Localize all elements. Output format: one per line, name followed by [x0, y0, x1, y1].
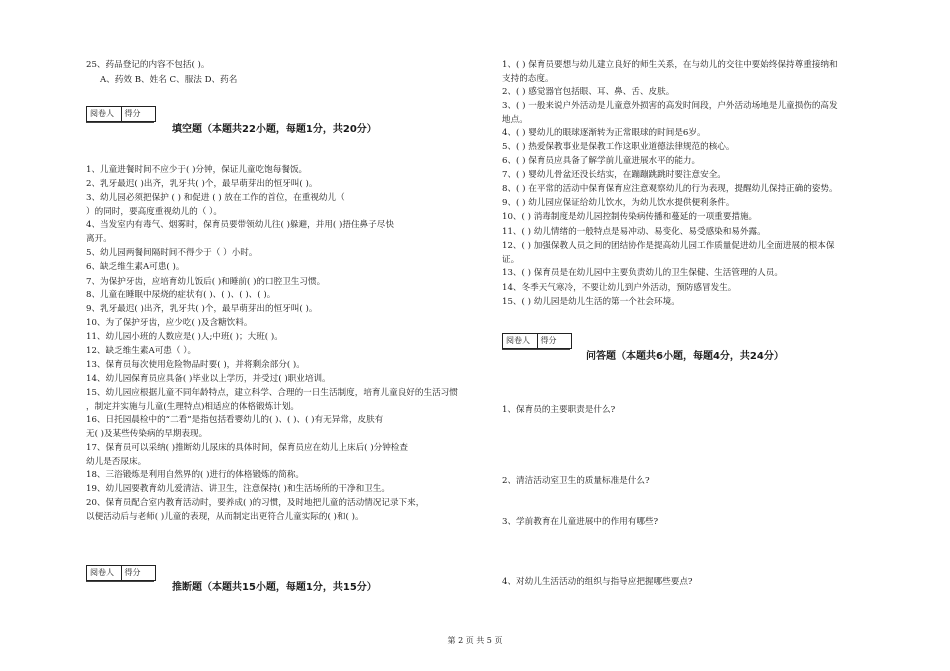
score-box-qa	[502, 333, 572, 349]
judge-question-9: 9、( ) 幼儿园应保证给幼儿饮水，为幼儿饮水提供便利条件。	[502, 198, 735, 208]
fill-question-8: 8、儿童在睡眠中尿烧的症状有( )、( )、( )、( )。	[86, 290, 276, 300]
judge-question-11: 11、( ) 幼儿情绪的一般特点是易冲动、易变化、易受感染和易外露。	[502, 227, 766, 237]
judge-question-14: 14、冬季天气寒冷，不要让幼儿到户外活动，预防感冒发生。	[502, 283, 737, 293]
score-box-divider	[86, 122, 154, 123]
judge-question-13: 13、( ) 保育员是在幼儿园中主要负责幼儿的卫生保健、生活管理的人员。	[502, 268, 783, 278]
judge-question-3-cont: 地点。	[502, 114, 528, 125]
fill-question-19: 19、幼儿园要教育幼儿爱清洁、讲卫生，注意保持( )和生活场所的干净和卫生。	[86, 484, 390, 494]
fill-question-4-cont: 离开。	[86, 233, 112, 244]
fill-section-title: 填空题（本题共22小题，每题1分，共20分）	[172, 124, 377, 135]
fill-question-1: 1、儿童进餐时间不应少于( )分钟，保证儿童吃饱每餐饭。	[86, 165, 308, 175]
fill-question-6: 6、缺乏维生素A可患( )。	[86, 262, 185, 272]
score-label: 得分	[124, 568, 141, 577]
fill-question-11: 11、幼儿园小班的人数应是( )人;中班( )；大班( )。	[86, 332, 283, 342]
judge-question-2: 2、( ) 感觉器官包括眼、耳、鼻、舌、皮肤。	[502, 87, 675, 97]
fill-question-2: 2、乳牙最迟( )出齐，乳牙共( )个，最早萌芽出的恒牙叫( )。	[86, 179, 318, 189]
score-box-divider	[502, 349, 570, 350]
fill-question-3: 3、幼儿园必须把保护 ( ) 和促进 ( ) 放在工作的首位，在重视幼儿（	[86, 193, 345, 203]
judge-question-7: 7、( ) 婴幼儿骨盆还没长结实，在蹦蹦跳跳时要注意安全。	[502, 170, 726, 180]
fill-question-9: 9、乳牙最迟( )出齐，乳牙共( )个，最早萌芽出的恒牙叫( )。	[86, 304, 318, 314]
judge-question-1: 1、( ) 保育员要想与幼儿建立良好的师生关系，在与幼儿的交往中要始终保持尊重接纳和	[502, 60, 838, 70]
qa-question-2: 2、清洁活动室卫生的质量标准是什么?	[502, 476, 650, 486]
judge-question-6: 6、( ) 保育员应具备了解学前儿童进展水平的能力。	[502, 156, 701, 166]
judge-question-3: 3、( ) 一般来说户外活动是儿童意外损害的高发时间段，户外活动场地是儿童损伤的高发	[502, 101, 838, 111]
fill-question-16-cont: 无( )及某些传染病的早期表现。	[86, 428, 208, 439]
grader-label: 阅卷人	[87, 566, 122, 580]
score-label: 得分	[540, 336, 557, 345]
judge-question-5: 5、( ) 热爱保教事业是保教工作这职业道德法律规范的核心。	[502, 142, 735, 152]
fill-question-3-cont: ）的同时，要高度重视幼儿的（ ）。	[86, 206, 222, 217]
judge-question-1-cont: 支持的态度。	[502, 73, 554, 84]
fill-question-20: 20、保育员配合室内教育活动时，要养成( )的习惯，及时地把儿童的活动情况记录下来，	[86, 498, 425, 508]
question-25-stem: 25、药品登记的内容不包括( )。	[86, 60, 210, 70]
fill-question-17: 17、保育员可以采纳( )推断幼儿尿床的具体时间，保育员应在幼儿上床后( )分钟检查	[86, 443, 408, 453]
fill-question-16: 16、日托园晨检中的“二看”是指包括看婴幼儿的( )、( )、( )有无异常，皮肤有	[86, 415, 384, 425]
judge-question-8: 8、( ) 在平常的活动中保育保育应注意观察幼儿的行为表现，提醒幼儿保持正确的姿势。	[502, 184, 838, 194]
score-box-judge	[86, 565, 156, 581]
qa-question-1: 1、保育员的主要职责是什么?	[502, 405, 616, 415]
judge-question-12-cont: 证。	[502, 254, 520, 265]
fill-question-5: 5、幼儿园两餐间隔时间不得少于（ ）小时。	[86, 248, 258, 258]
judge-question-10: 10、( ) 消毒制度是幼儿园控制传染病传播和蔓延的一项重要措施。	[502, 212, 758, 222]
fill-question-14: 14、幼儿园保育员应具备( )毕业以上学历，并受过( )职业培训。	[86, 374, 331, 384]
fill-question-15-cont: ，制定并实施与儿童(生理特点)相适应的体格锻炼计划。	[86, 401, 299, 412]
page-footer: 第 2 页 共 5 页	[447, 636, 503, 645]
qa-question-3: 3、学前教育在儿童进展中的作用有哪些?	[502, 517, 659, 527]
grader-label: 阅卷人	[87, 107, 122, 121]
fill-question-10: 10、为了保护牙齿，应少吃( )及含糖饮料。	[86, 318, 253, 328]
score-label: 得分	[124, 109, 141, 118]
fill-question-17-cont: 幼儿是否尿床。	[86, 456, 147, 467]
judge-question-12: 12、( ) 加强保教人员之间的团结协作是提高幼儿园工作质量促进幼儿全面进展的根本保	[502, 241, 835, 251]
qa-question-4: 4、对幼儿生活活动的组织与指导应把握哪些要点?	[502, 577, 693, 587]
fill-question-12: 12、缺乏维生素A可患（ ）。	[86, 346, 197, 356]
score-box-fill	[86, 106, 156, 122]
fill-question-20-cont: 以便活动后与老师( )儿童的表现，从而制定出更符合儿童实际的( )和( )。	[86, 511, 364, 522]
judge-question-15: 15、( ) 幼儿园是幼儿生活的第一个社会环境。	[502, 297, 680, 307]
fill-question-13: 13、保育员每次使用危险物品时要( )，并将剩余部分( )。	[86, 360, 305, 370]
fill-question-18: 18、三浴锻炼是利用自然界的( )进行的体格锻炼的简称。	[86, 470, 305, 480]
question-25-options: A、药效 B、姓名 C、服法 D、药名	[100, 75, 238, 85]
fill-question-4: 4、当发室内有毒气、烟雾时，保育员要带领幼儿往( )躲避，并用( )捂住鼻子尽快	[86, 220, 394, 230]
score-box-divider	[86, 581, 154, 582]
fill-question-7: 7、为保护牙齿，应培育幼儿饭后( )和睡前( )的口腔卫生习惯。	[86, 277, 326, 287]
judge-section-title: 推断题（本题共15小题，每题1分，共15分）	[172, 582, 377, 593]
grader-label: 阅卷人	[503, 334, 538, 348]
fill-question-15: 15、幼儿园应根据儿童不同年龄特点，建立科学、合理的一日生活制度，培育儿童良好的生活习惯	[86, 388, 458, 398]
judge-question-4: 4、( ) 婴幼儿的眼球逐渐转为正常眼球的时间是6岁。	[502, 128, 706, 138]
qa-section-title: 问答题（本题共6小题，每题4分，共24分）	[586, 351, 784, 362]
